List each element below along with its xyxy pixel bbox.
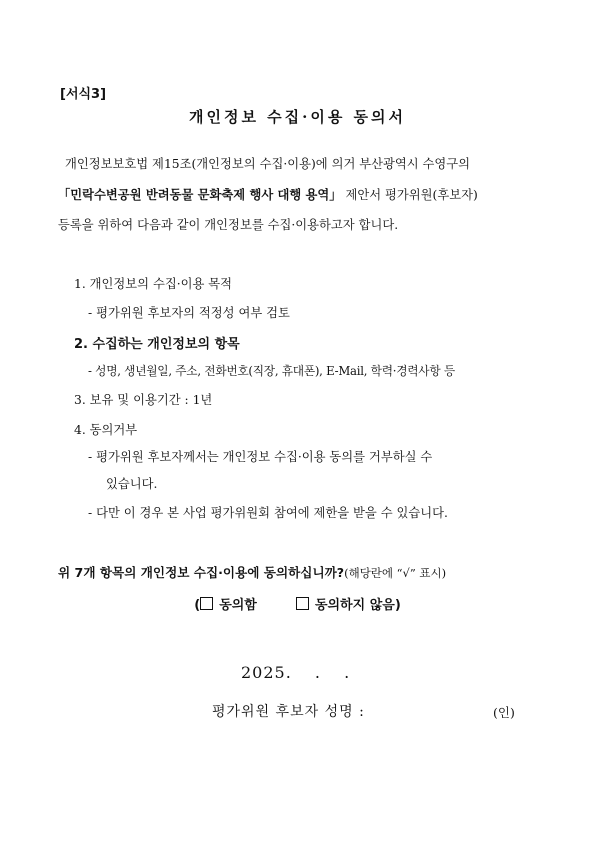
item-4-detail-2: - 다만 이 경우 본 사업 평가위원회 참여에 제한을 받을 수 있습니다. [88, 506, 448, 520]
item-3-title: 3. 보유 및 이용기간 : 1년 [74, 393, 213, 407]
intro-line-2-rest: 제안서 평가위원(후보자) [345, 188, 478, 202]
intro-line-3: 등록을 위하여 다음과 같이 개인정보를 수집·이용하고자 합니다. [58, 218, 399, 232]
agree-checkbox[interactable] [200, 597, 213, 610]
document-title: 개인정보 수집·이용 동의서 [188, 108, 407, 126]
consent-question-note: (해당란에 “√” 표시) [344, 566, 447, 580]
date-field: 2025. . . [241, 663, 351, 682]
consent-choices [0, 594, 595, 613]
signature-label: 평가위원 후보자 성명 : [212, 704, 365, 720]
item-2-title: 2. 수집하는 개인정보의 항목 [74, 337, 240, 352]
intro-line-1: 개인정보보호법 제15조(개인정보의 수집·이용)에 의거 부산광역시 수영구의 [65, 157, 471, 171]
form-number-label: [서식3] [60, 87, 107, 102]
choices-open-paren: ( [194, 598, 201, 613]
disagree-checkbox[interactable] [296, 597, 309, 610]
consent-question [58, 562, 446, 581]
item-2-detail: - 성명, 생년월일, 주소, 전화번호(직장, 휴대폰), E-Mail, 학력·경력사항 등 [88, 364, 455, 378]
agree-label: 동의함 [219, 598, 257, 613]
item-4-detail-1: - 평가위원 후보자께서는 개인정보 수집·이용 동의를 거부하실 수 [88, 450, 433, 464]
seal-mark: (인) [493, 705, 515, 720]
disagree-label: 동의하지 않음 [314, 598, 395, 613]
item-4-title: 4. 동의거부 [74, 423, 138, 437]
item-4-detail-1-cont: 있습니다. [106, 477, 158, 491]
choices-close-paren: ) [394, 598, 401, 613]
consent-question-text: 위 7개 항목의 개인정보 수집·이용에 동의하십니까? [58, 565, 345, 580]
item-1-detail: - 평가위원 후보자의 적정성 여부 검토 [88, 306, 290, 320]
item-1-title: 1. 개인정보의 수집·이용 목적 [74, 277, 233, 291]
intro-line-2 [58, 185, 478, 205]
project-name: 「민락수변공원 반려동물 문화축제 행사 대행 용역」 [58, 188, 342, 202]
